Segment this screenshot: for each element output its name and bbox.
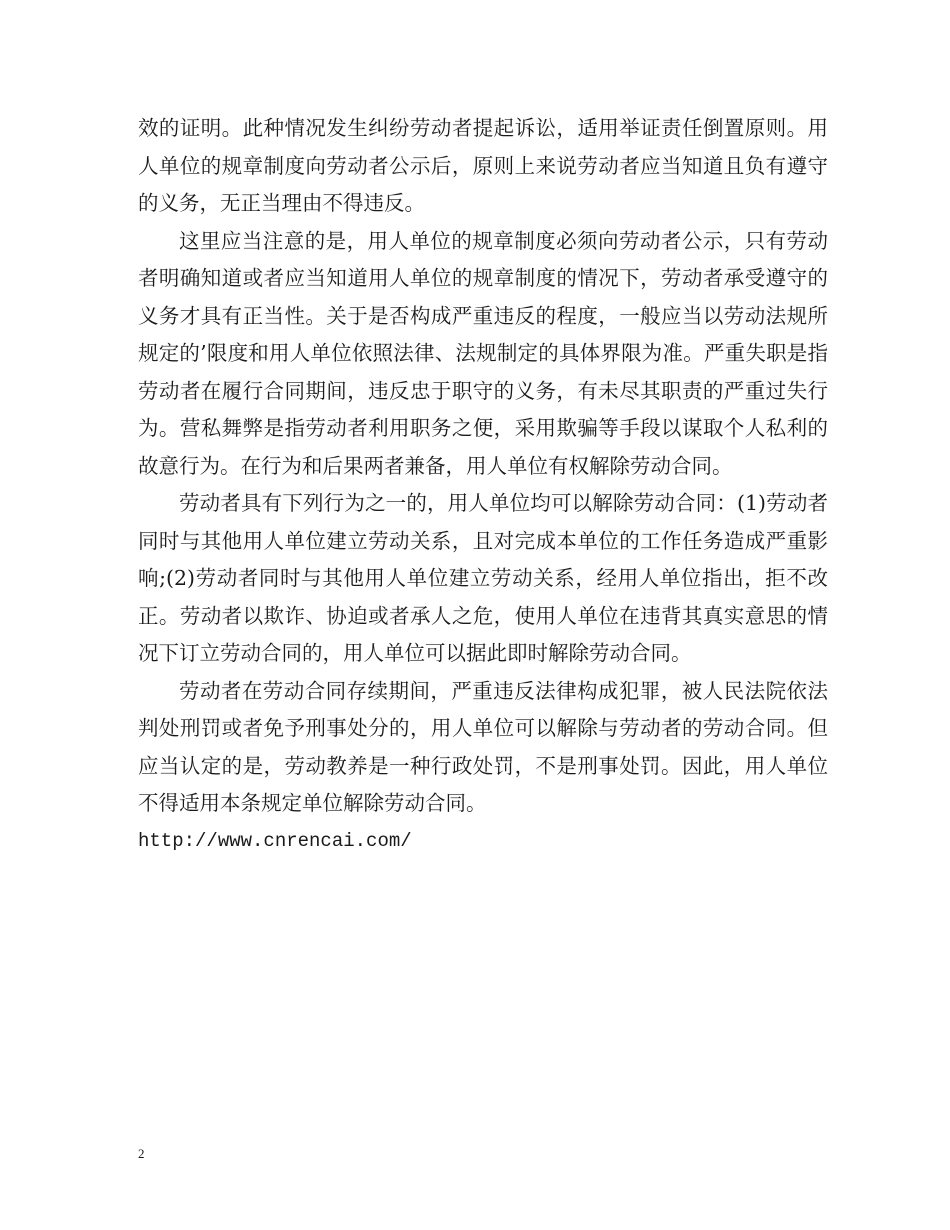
source-url[interactable]: http://www.cnrencai.com/ — [138, 829, 412, 852]
paragraph-2: 这里应当注意的是，用人单位的规章制度必须向劳动者公示，只有劳动者明确知道或者应当知道用人单位的规章制度的情况下，劳动者承受遵守的义务才具有正当性。关于是否构成严重违反的程度，一般应当以劳动法规所规定的’限度和用人单位依照法律、法规制定的具体界限为准。严重失职是指劳动者在履行合同期间，违反忠于职守的义务，有未尽其职责的严重过失行为。营私舞弊是指劳动者利用职务之便，采用欺骗等手段以谋取个人私利的故意行为。在行为和后果两者兼备，用人单位有权解除劳动合同。 — [138, 228, 828, 478]
paragraph-4: 劳动者在劳动合同存续期间，严重违反法律构成犯罪，被人民法院依法判处刑罚或者免予刑事处分的，用人单位可以解除与劳动者的劳动合同。但应当认定的是，劳动教养是一种行政处罚，不是刑事处罚。因此，用人单位不得适用本条规定单位解除劳动合同。 — [138, 678, 828, 815]
paragraph-3: 劳动者具有下列行为之一的，用人单位均可以解除劳动合同：(1)劳动者同时与其他用人单位建立劳动关系，且对完成本单位的工作任务造成严重影响;(2)劳动者同时与其他用人单位建立劳动关系，经用人单位指出，拒不改正。劳动者以欺诈、协迫或者承人之危，使用人单位在违背其真实意思的情况下订立劳动合同的，用人单位可以据此即时解除劳动合同。 — [138, 491, 828, 665]
paragraph-1: 效的证明。此种情况发生纠纷劳动者提起诉讼，适用举证责任倒置原则。用人单位的规章制度向劳动者公示后，原则上来说劳动者应当知道且负有遵守的义务，无正当理由不得违反。 — [138, 116, 828, 215]
document-body — [138, 110, 828, 860]
page-number: 2 — [138, 1146, 145, 1161]
